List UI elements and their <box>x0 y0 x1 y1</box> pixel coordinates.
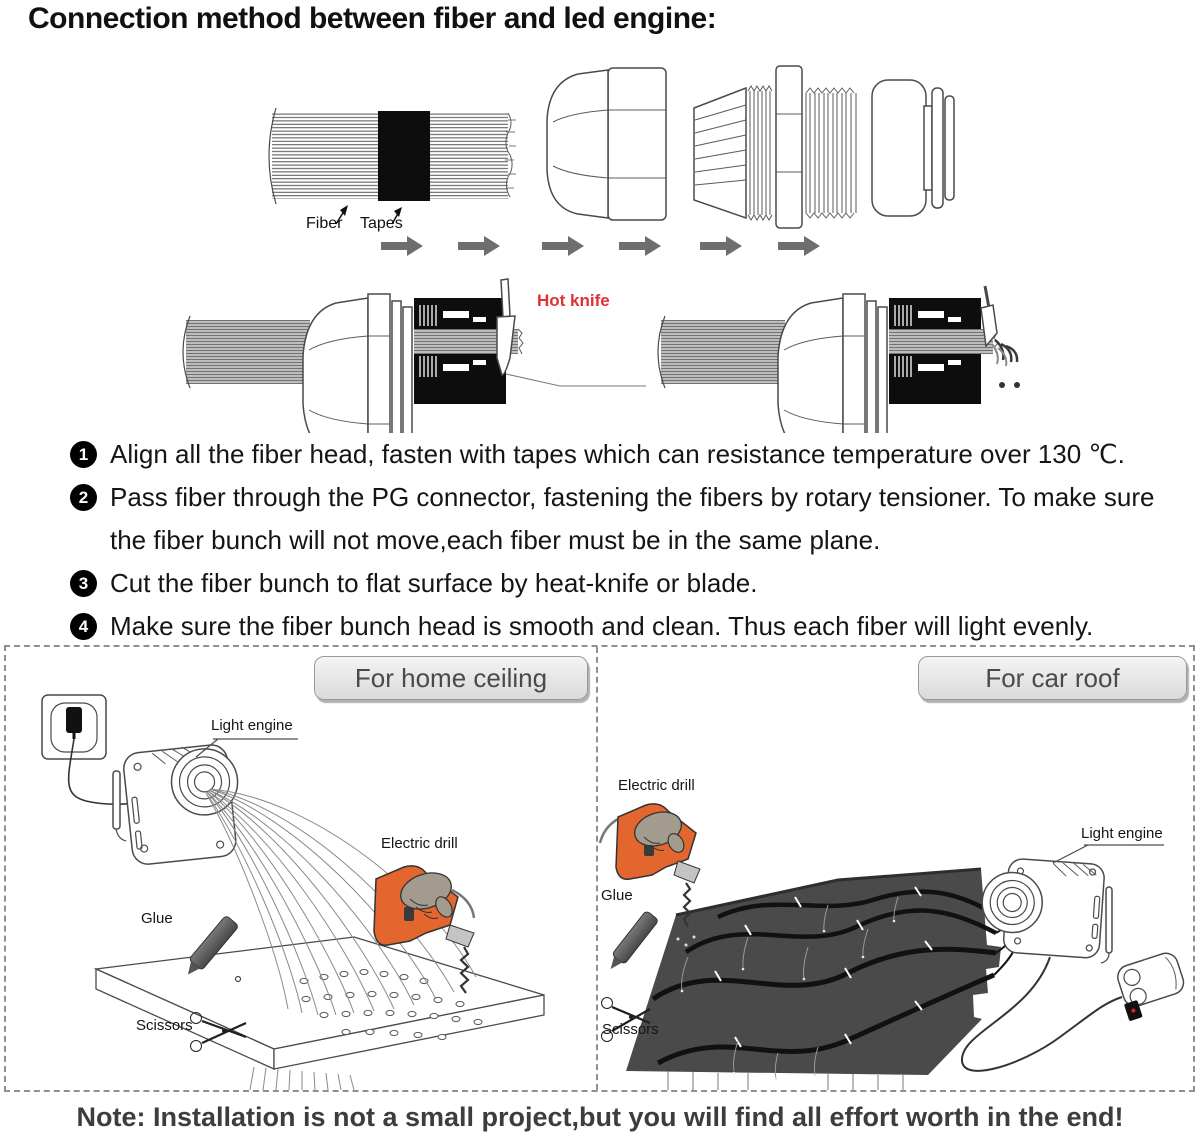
glue-pen-icon <box>604 910 658 973</box>
glue-label: Glue <box>601 887 633 904</box>
trimming-knife-icon <box>981 286 1020 388</box>
antenna-icon <box>113 771 120 829</box>
scissors-label: Scissors <box>136 1017 193 1034</box>
grommet-part <box>872 80 954 216</box>
ceiling-panel <box>96 937 544 1069</box>
instructions <box>70 433 1160 648</box>
light-engine-illustration <box>113 739 298 866</box>
home-ceiling-illustration <box>6 647 596 1090</box>
assembly-diagram <box>0 58 1200 433</box>
instruction-step <box>70 562 1160 605</box>
fiber-bundle-with-tape <box>269 108 516 224</box>
step-number-badge: 3 <box>70 570 97 597</box>
step-text: Pass fiber through the PG connector, fastening the fibers by rotary tensioner. To make sure the fiber bunch will not move,each fiber must be in the same plane. <box>110 482 1155 555</box>
assembled-connector-left <box>183 294 523 433</box>
step-number-badge: 2 <box>70 484 97 511</box>
scissors-label: Scissors <box>602 1021 659 1038</box>
step-number-badge: 4 <box>70 613 97 640</box>
page-title: Connection method between fiber and led engine: <box>28 2 717 35</box>
car-roof-illustration <box>598 647 1190 1090</box>
glue-label: Glue <box>141 910 173 927</box>
installation-note: Note: Installation is not a small project,but you will find all effort worth in the end! <box>76 1102 1124 1132</box>
electric-drill-label: Electric drill <box>381 835 458 852</box>
car-roof-title: For car roof <box>918 656 1187 700</box>
step-text: Cut the fiber bunch to flat surface by heat-knife or blade. <box>110 568 758 598</box>
power-adapter-icon <box>1113 950 1190 1021</box>
home-ceiling-title: For home ceiling <box>314 656 588 700</box>
fiber-label: Fiber <box>306 215 343 232</box>
step-number-badge: 1 <box>70 441 97 468</box>
instruction-step <box>70 476 1160 562</box>
tapes-label: Tapes <box>360 215 403 232</box>
antenna-icon <box>1106 887 1112 953</box>
process-arrows <box>381 236 820 256</box>
step-text: Make sure the fiber bunch head is smooth and clean. Thus each fiber will light evenly. <box>110 611 1094 641</box>
step-text: Align all the fiber head, fasten with tapes which can resistance temperature over 130 ℃. <box>110 439 1125 469</box>
car-roof-panel <box>598 647 1193 1090</box>
cap-nut-part <box>547 68 666 220</box>
installation-examples <box>4 645 1195 1092</box>
instruction-step <box>70 605 1160 648</box>
electric-drill-label: Electric drill <box>618 777 695 794</box>
light-engine-label: Light engine <box>1081 825 1163 842</box>
home-ceiling-panel <box>6 647 598 1090</box>
assembled-connector-right <box>658 294 998 433</box>
instruction-step <box>70 433 1160 476</box>
hot-knife-label: Hot knife <box>537 291 610 310</box>
light-engine-label: Light engine <box>211 717 293 734</box>
connector-body-part <box>694 66 856 228</box>
